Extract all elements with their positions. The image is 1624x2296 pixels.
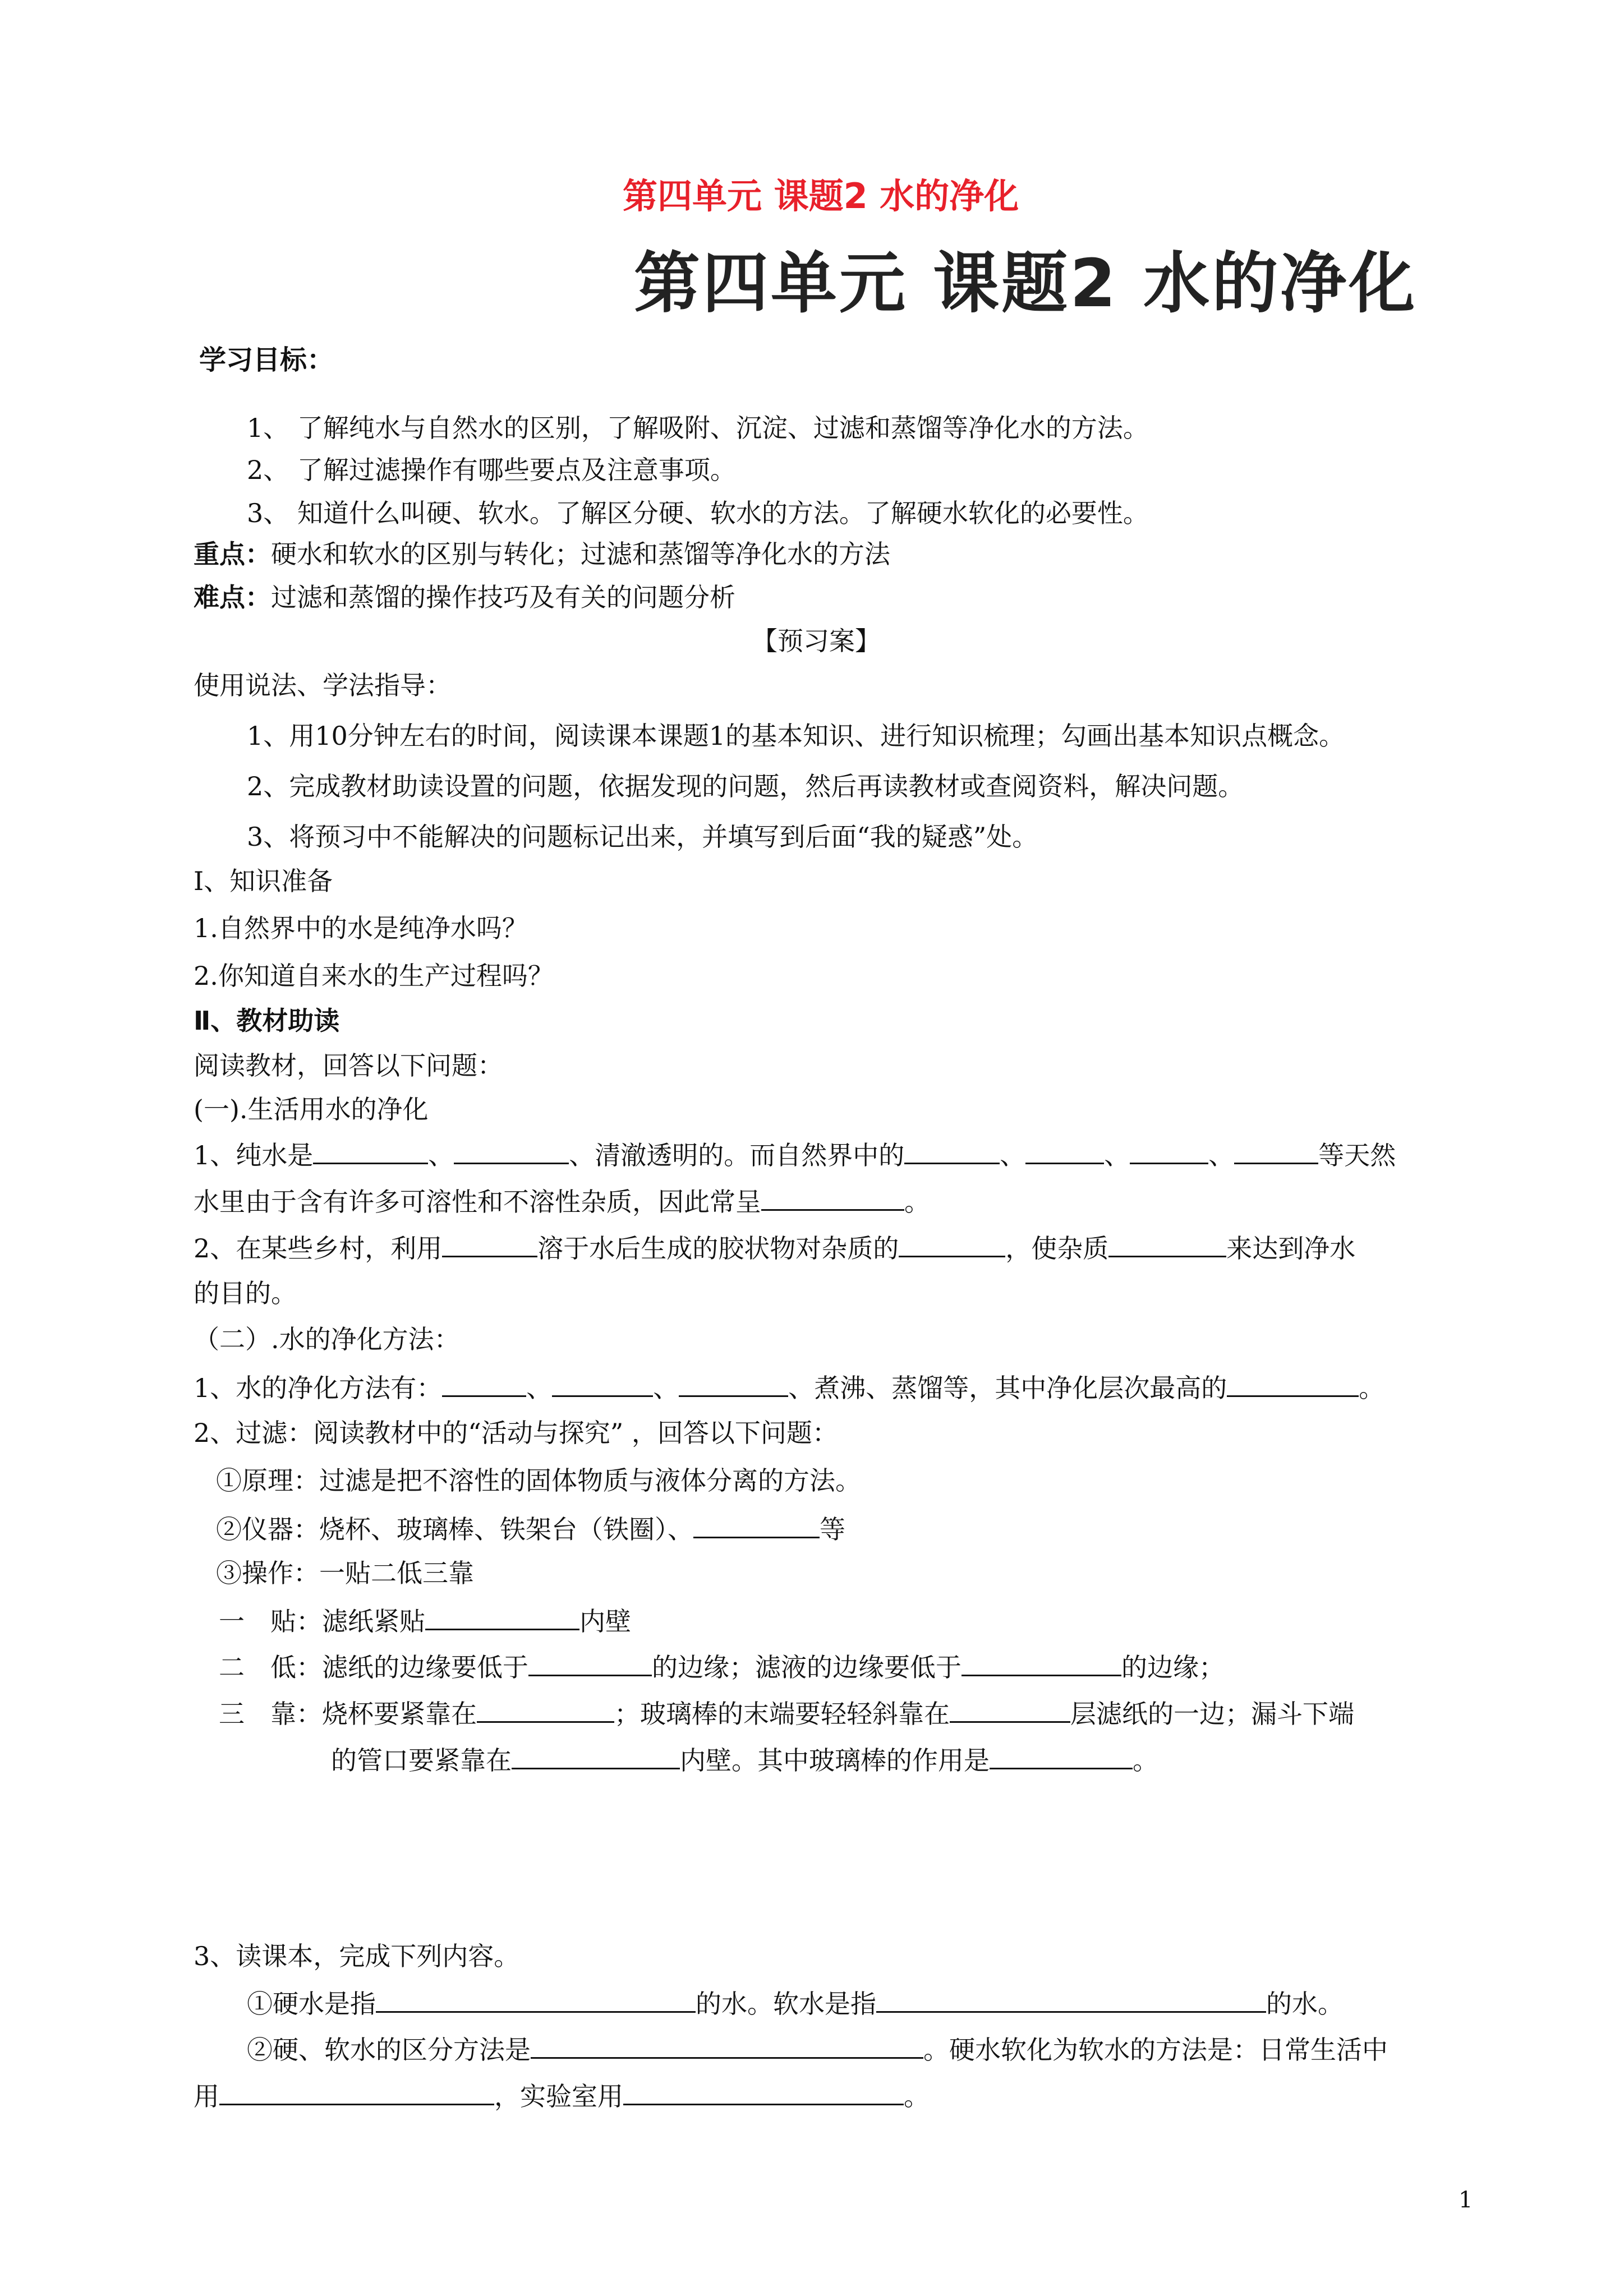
text-segment: ，实验室用 (494, 2081, 623, 2111)
answer-blank[interactable] (876, 1985, 1266, 2013)
part2-heading: （二）.水的净化方法： (194, 1324, 460, 1354)
answer-blank[interactable] (1130, 1137, 1208, 1164)
operation-two-low (219, 1649, 1225, 1684)
text-segment: 1、水的净化方法有： (194, 1373, 443, 1403)
text-segment: 用 (194, 2081, 219, 2111)
difficulty-label: 难点： (194, 582, 271, 612)
section1-item: 2.你知道自来水的生产过程吗？ (194, 961, 554, 991)
usage-item: 3、将预习中不能解决的问题标记出来，并填写到后面“我的疑惑”处。 (247, 822, 1038, 852)
answer-blank[interactable] (761, 1183, 904, 1211)
answer-blank[interactable] (528, 1649, 652, 1676)
text-segment: 来达到净水 (1226, 1233, 1356, 1264)
text-segment: 的水。软水是指 (696, 1989, 876, 2019)
section1-item: 1.自然界中的水是纯净水吗？ (194, 913, 528, 943)
answer-blank[interactable] (1108, 1230, 1226, 1257)
section1-heading: Ⅰ、知识准备 (194, 866, 333, 896)
text-segment: 内壁 (579, 1606, 631, 1636)
answer-blank[interactable] (376, 1985, 696, 2013)
question-distinguish-line2 (194, 2078, 930, 2113)
text-segment: 、 (526, 1373, 553, 1403)
text-segment: ②仪器：烧杯、玻璃棒、铁架台（铁圈）、 (216, 1514, 693, 1545)
objective-item: 3、 知道什么叫硬、软水。了解区分硬、软水的方法。了解硬水软化的必要性。 (247, 498, 1149, 528)
text-segment: 、 (428, 1140, 454, 1170)
answer-blank[interactable] (904, 1137, 1000, 1164)
section2-heading: Ⅱ、教材助读 (194, 1006, 340, 1036)
answer-blank[interactable] (512, 1742, 680, 1769)
answer-blank[interactable] (454, 1137, 569, 1164)
text-segment: 内壁。其中玻璃棒的作用是 (680, 1745, 990, 1776)
key-point-text: 硬水和软水的区别与转化；过滤和蒸馏等净化水的方法 (271, 539, 890, 569)
answer-blank[interactable] (425, 1603, 579, 1630)
answer-blank[interactable] (442, 1230, 537, 1257)
text-segment: 等天然 (1318, 1140, 1396, 1170)
title-banner-image: 第四单元 课题2 水的净化 (634, 245, 1418, 322)
text-segment: 、清澈透明的。而自然界中的 (569, 1140, 905, 1170)
text-segment: 、 (1000, 1140, 1026, 1170)
section2-intro: 阅读教材，回答以下问题： (194, 1050, 503, 1081)
answer-blank[interactable] (990, 1742, 1133, 1769)
question-pure-water-line2 (194, 1183, 930, 1219)
operation-three-rest (219, 1695, 1354, 1731)
text-segment: 三 靠：烧杯要紧靠在 (219, 1699, 477, 1729)
text-segment: 。 (904, 2081, 930, 2111)
text-segment: 层滤纸的一边；漏斗下端 (1070, 1699, 1354, 1729)
answer-blank[interactable] (219, 2078, 494, 2105)
objective-item: 2、 了解过滤操作有哪些要点及注意事项。 (247, 455, 736, 485)
key-point (194, 537, 890, 571)
text-segment: 等 (820, 1514, 845, 1545)
objective-item: 1、 了解纯水与自然水的区别，了解吸附、沉淀、过滤和蒸馏等净化水的方法。 (247, 413, 1149, 443)
answer-blank[interactable] (1025, 1137, 1104, 1164)
question-village (194, 1230, 1355, 1265)
usage-item: 2、完成教材助读设置的问题，依据发现的问题，然后再读教材或查阅资料，解决问题。 (247, 771, 1244, 801)
difficulty-text: 过滤和蒸馏的操作技巧及有关的问题分析 (271, 582, 735, 612)
text-segment: 、 (1104, 1140, 1130, 1170)
text-segment: 1、纯水是 (194, 1140, 314, 1170)
text-segment: 的管口要紧靠在 (331, 1745, 512, 1776)
usage-item: 1、用10分钟左右的时间，阅读课本课题1的基本知识、进行知识梳理；勾画出基本知识点概念。 (247, 721, 1345, 751)
text-segment: 的边缘； (1121, 1652, 1225, 1682)
text-segment: 溶于水后生成的胶状物对杂质的 (537, 1233, 899, 1264)
section3-heading: 3、读课本，完成下列内容。 (194, 1941, 520, 1971)
text-segment: 、 (653, 1373, 679, 1403)
answer-blank[interactable] (552, 1370, 653, 1397)
answer-blank[interactable] (531, 2031, 923, 2059)
preview-heading: 【预习案】 (752, 626, 881, 656)
objectives-heading: 学习目标： (199, 344, 334, 376)
answer-blank[interactable] (961, 1649, 1121, 1676)
answer-blank[interactable] (950, 1695, 1070, 1723)
text-segment: ，使杂质 (1005, 1233, 1109, 1264)
text-segment: 。 (1133, 1745, 1158, 1776)
answer-blank[interactable] (477, 1695, 614, 1723)
usage-heading: 使用说法、学法指导： (194, 670, 452, 700)
answer-blank[interactable] (1227, 1370, 1359, 1397)
answer-blank[interactable] (679, 1370, 788, 1397)
operation-one-tie (219, 1603, 631, 1638)
question-village-line2: 的目的。 (194, 1278, 297, 1308)
text-segment: ；玻璃棒的末端要轻轻斜靠在 (614, 1699, 950, 1729)
question-hard-water (247, 1985, 1344, 2021)
answer-blank[interactable] (442, 1370, 526, 1397)
text-segment: ②硬、软水的区分方法是 (247, 2035, 531, 2065)
text-segment: 。 (1359, 1373, 1385, 1403)
text-segment: 。 (904, 1187, 930, 1217)
filtration-operation: ③操作：一贴二低三靠 (216, 1558, 474, 1588)
text-segment: 水里由于含有许多可溶性和不溶性杂质，因此常呈 (194, 1187, 761, 1217)
text-segment: 一 贴：滤纸紧贴 (219, 1606, 425, 1636)
question-filtration: 2、过滤：阅读教材中的“活动与探究” ，回答以下问题： (194, 1418, 838, 1448)
question-distinguish (247, 2031, 1388, 2067)
part1-heading: (一).生活用水的净化 (194, 1094, 429, 1124)
answer-blank[interactable] (623, 2078, 904, 2105)
question-methods (194, 1370, 1384, 1405)
answer-blank[interactable] (693, 1511, 820, 1538)
key-point-label: 重点： (194, 539, 271, 569)
operation-three-rest-line2 (331, 1742, 1158, 1777)
text-segment: 二 低：滤纸的边缘要低于 (219, 1652, 528, 1682)
page-number: 1 (1459, 2187, 1473, 2213)
text-segment: ①硬水是指 (247, 1989, 376, 2019)
answer-blank[interactable] (899, 1230, 1005, 1257)
answer-blank[interactable] (1234, 1137, 1318, 1164)
filtration-principle: ①原理：过滤是把不溶性的固体物质与液体分离的方法。 (216, 1465, 861, 1496)
difficulty (194, 580, 735, 614)
text-segment: 2、在某些乡村，利用 (194, 1233, 443, 1264)
text-segment: 、 (1208, 1140, 1235, 1170)
text-segment: 、煮沸、蒸馏等，其中净化层次最高的 (788, 1373, 1227, 1403)
text-segment: 的边缘；滤液的边缘要低于 (652, 1652, 961, 1682)
text-segment: 的水。 (1266, 1989, 1344, 2019)
page-title: 第四单元 课题2 水的净化 (623, 176, 1019, 216)
answer-blank[interactable] (313, 1137, 428, 1164)
question-pure-water (194, 1137, 1396, 1172)
filtration-instruments (216, 1511, 845, 1546)
text-segment: 。硬水软化为软水的方法是：日常生活中 (923, 2035, 1388, 2065)
